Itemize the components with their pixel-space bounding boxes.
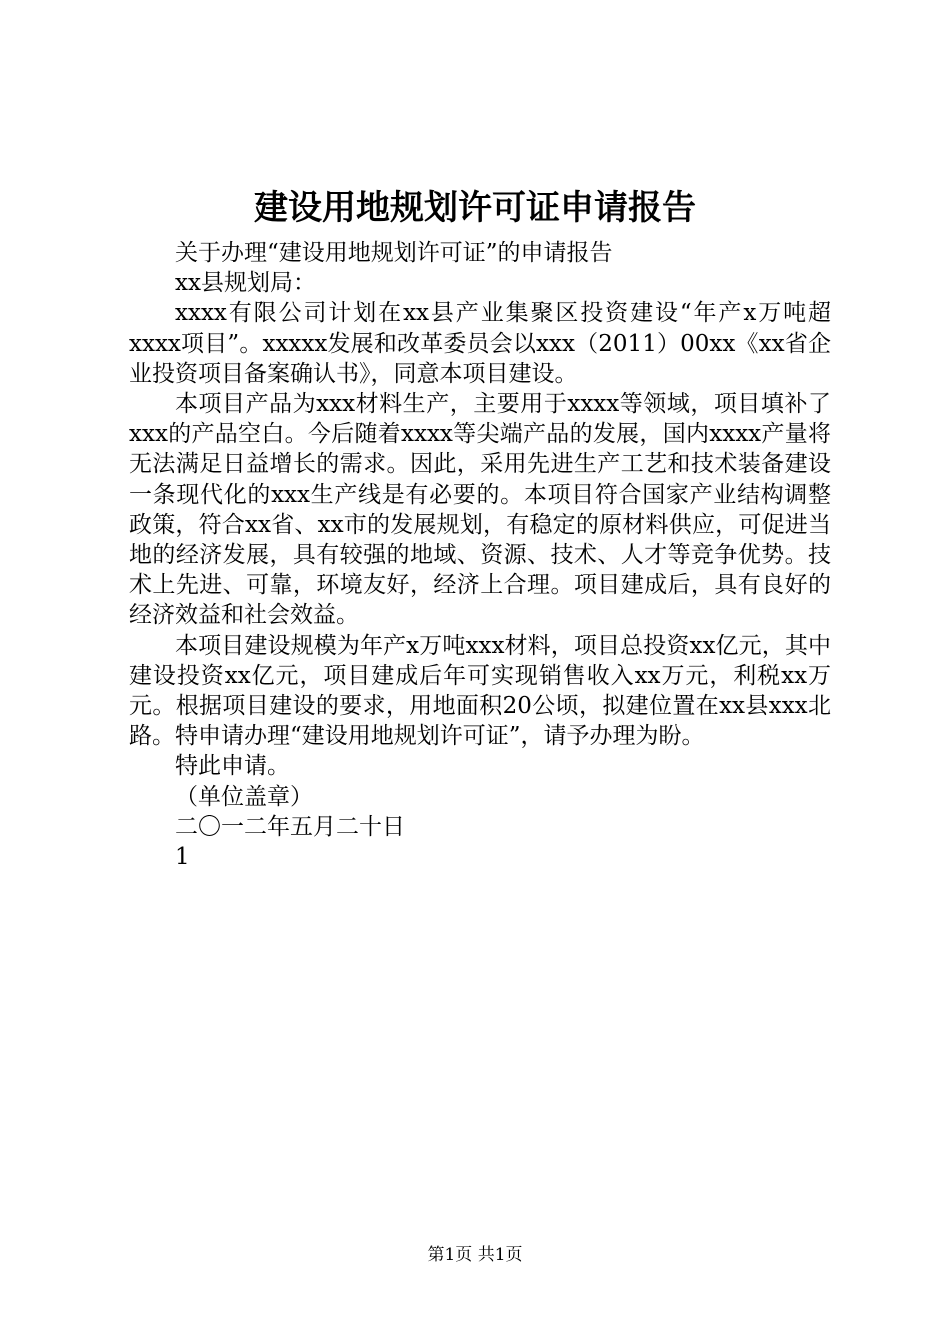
page-footer: 第1页 共1页 [427, 1245, 523, 1265]
closing-line: 特此申请。 [175, 753, 290, 780]
document-body [129, 238, 831, 872]
date-line: 二〇一二年五月二十日 [175, 813, 405, 840]
paragraph-2: 本项目产品为xxx材料生产，主要用于xxxx等领域，项目填补了xxx的产品空白。今后随着xxxx等尖端产品的发展，国内xxxx产量将无法满足日益增长的需求。因此，采用先进生产工艺和技术装备建设一条现代化的xxx生产线是有必要的。本项目符合国家产业结构调整政策，符合xx省、xx市的发展规划，有稳定的原材料供应，可促进当地的经济发展，具有较强的地域、资源、技术、人才等竞争优势。技术上先进、可靠，环境友好，经济上合理。项目建成后，具有良好的经济效益和社会效益。 [129, 391, 831, 629]
page-marker: 1 [175, 844, 190, 871]
seal-line: （单位盖章） [175, 783, 313, 810]
addressee-line: xx县规划局： [175, 270, 316, 297]
paragraph-3: 本项目建设规模为年产x万吨xxx材料，项目总投资xx亿元，其中建设投资xx亿元，项目建成后年可实现销售收入xx万元，利税xx万元。根据项目建设的要求，用地面积20公顷，拟建位置在xx县xxx北路。特申请办理“建设用地规划许可证”，请予办理为盼。 [129, 632, 831, 750]
subtitle-line: 关于办理“建设用地规划许可证”的申请报告 [175, 240, 613, 266]
document-title: 建设用地规划许可证申请报告 [254, 188, 696, 228]
paragraph-1: xxxx有限公司计划在xx县产业集聚区投资建设“年产x万吨超xxxx项目”。xxxxx发展和改革委员会以xxx（2011）00xx《xx省企业投资项目备案确认书》，同意本项目建设。 [129, 300, 831, 387]
